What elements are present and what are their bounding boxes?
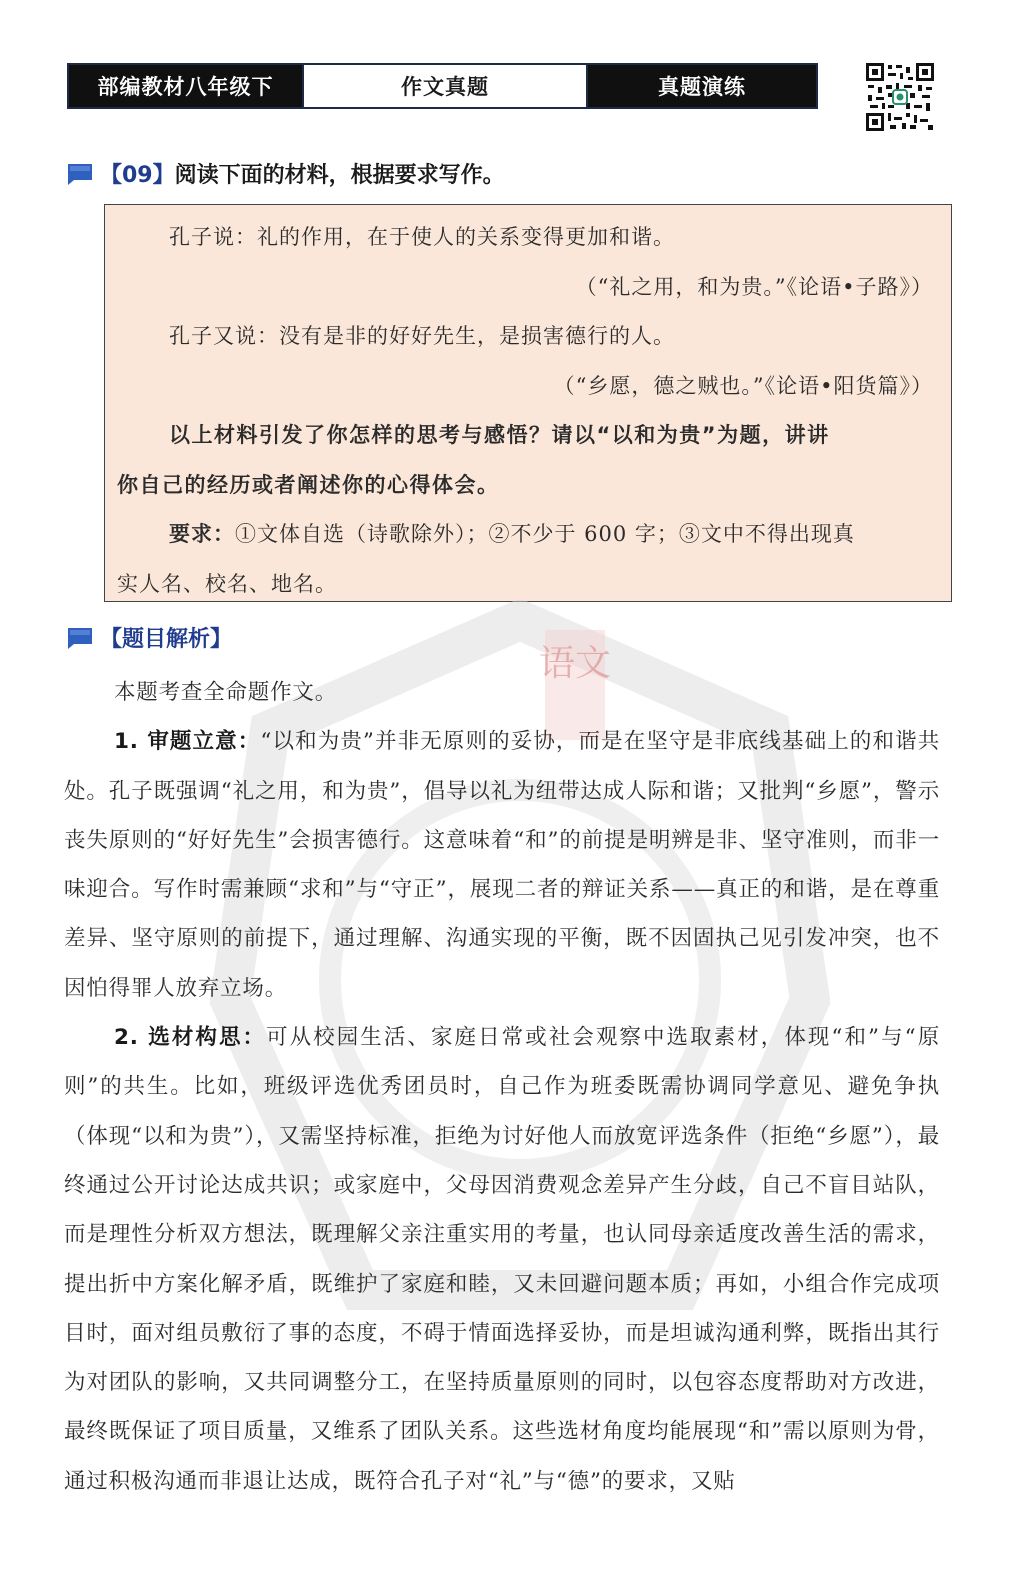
- paragraph-1-text: “以和为贵”并非无原则的妥协，而是在坚守是非底线基础上的和谐共处。孔子既强调“礼之用，和为贵”，倡导以礼为纽带达成人际和谐；又批判“乡愿”，警示丧失原则的“好好先生”会损害德行。这意味着“和”的前提是明辨是非、坚守准则，而非一味迎合。写作时需兼顾“求和”与“守正”，展现二者的辩证关系——真正的和谐，是在尊重差异、坚守原则的前提下，通过理解、沟通实现的平衡，既不因固执己见引发冲突，也不因怕得罪人放弃立场。: [64, 729, 940, 1001]
- analysis-intro: 本题考查全命题作文。: [114, 680, 338, 705]
- requirements-line-1: [117, 510, 939, 560]
- writing-material-box: [104, 204, 952, 602]
- requirements-label: 要求：: [169, 522, 235, 546]
- header-practice-label: 真题演练: [588, 65, 816, 107]
- paragraph-2-text: 可从校园生活、家庭日常或社会观察中选取素材，体现“和”与“原则”的共生。比如，班级评选优秀团员时，自己作为班委既需协调同学意见、避免争执（体现“以和为贵”），又需坚持标准，拒绝为讨好他人而放宽评选条件（拒绝“乡愿”），最终通过公开讨论达成共识；或家庭中，父母因消费观念差异产生分歧，自己不盲目站队，而是理性分析双方想法，既理解父亲注重实用的考量，也认同母亲适度改善生活的需求，提出折中方案化解矛盾，既维护了家庭和睦，又未回避问题本质；再如，小组合作完成项目时，面对组员敷衍了事的态度，不碍于情面选择妥协，而是坦诚沟通利弊，既指出其行为对团队的影响，又共同调整分工，在坚持质量原则的同时，以包容态度帮助对方改进，最终既保证了项目质量，又维系了团队关系。这些选材角度均能展现“和”需以原则为骨，通过积极沟通而非退让达成，既符合孔子对“礼”与“德”的要求，又贴: [64, 1025, 940, 1494]
- quote-source-2: （“乡愿，德之贼也。”《论语•阳货篇》）: [553, 373, 933, 398]
- analysis-heading: [66, 622, 232, 653]
- analysis-body: [64, 668, 940, 1506]
- question-title: 阅读下面的材料，根据要求写作。: [174, 163, 505, 188]
- bookmark-flag-icon: [66, 162, 96, 186]
- paragraph-1-label: 1. 审题立意：: [114, 729, 261, 755]
- header-grade-label: 部编教材八年级下: [69, 65, 302, 107]
- paragraph-2-label: 2. 选材构思：: [114, 1025, 267, 1051]
- watermark-seal-text: 语文: [538, 643, 612, 684]
- prompt-line-1: 以上材料引发了你怎样的思考与感悟？请以“以和为贵”为题，讲讲: [169, 423, 830, 447]
- header-section-label: 作文真题: [302, 65, 588, 107]
- requirements-line-2: 实人名、校名、地名。: [117, 571, 337, 596]
- question-number: 【09】: [100, 163, 175, 188]
- analysis-title: 【题目解析】: [100, 627, 233, 652]
- question-heading: [66, 158, 505, 189]
- quote-line-2: 孔子又说：没有是非的好好先生，是损害德行的人。: [169, 324, 675, 348]
- requirements-text-1: ①文体自选（诗歌除外）；②不少于 600 字；③文中不得出现真: [235, 522, 855, 546]
- qr-code-icon: [866, 63, 934, 131]
- prompt-line-2: 你自己的经历或者阐述你的心得体会。: [117, 472, 500, 497]
- quote-line-1: 孔子说：礼的作用，在于使人的关系变得更加和谐。: [169, 225, 675, 249]
- analysis-paragraph-2: [64, 1013, 940, 1506]
- quote-source-1: （“礼之用，和为贵。”《论语•子路》）: [575, 274, 933, 299]
- analysis-paragraph-1: [64, 717, 940, 1013]
- page-header: [67, 63, 818, 109]
- bookmark-flag-icon: [66, 626, 96, 650]
